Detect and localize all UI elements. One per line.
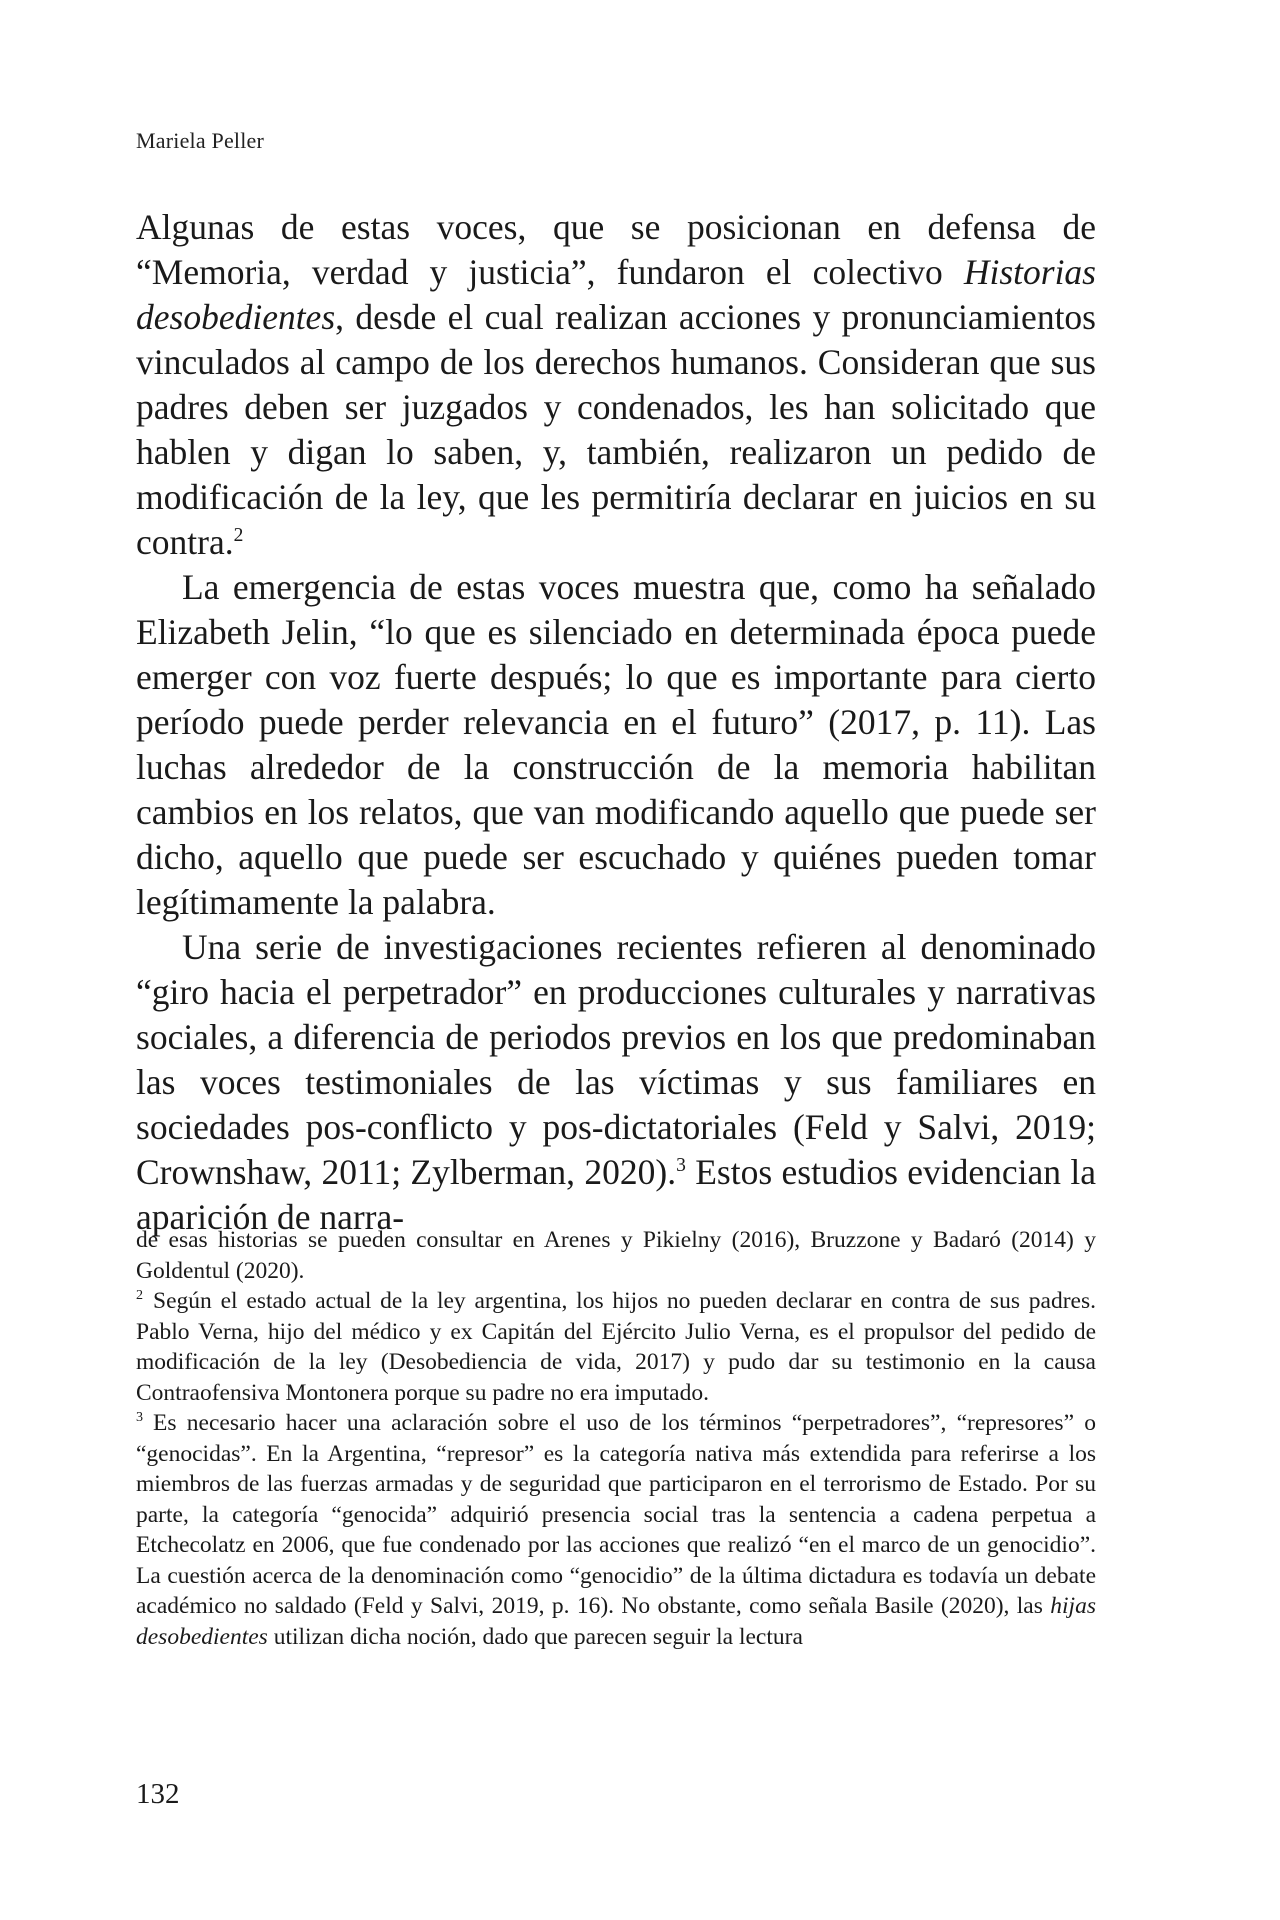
footnote-2-mark: 2 <box>136 1287 144 1304</box>
footnote-continuation: de esas historias se pueden consultar en Arenes y Pikielny (2016), Bruzzone y Badaró (2014) y Goldentul (2020). <box>136 1227 1096 1284</box>
running-head-author: Mariela Peller <box>136 128 265 153</box>
paragraph-3-text-b: Estos estudios evidencian la aparición de narra- <box>136 1152 1097 1237</box>
paragraph-1-text-a: Algunas de estas voces, que se posicionan en defensa de “Memoria, verdad y justicia”, fundaron el colectivo <box>136 207 1096 292</box>
footnotes <box>136 1225 1096 1652</box>
footnote-ref-3[interactable]: 3 <box>676 1155 686 1177</box>
footnote-2 <box>136 1286 1096 1408</box>
paragraph-3-text-a: Una serie de investigaciones recientes refieren al denominado “giro hacia el perpetrador” en producciones culturales y narrativas sociales, a diferencia de periodos previos en los que predominaban las voces testimoniales de las víctimas y sus familiares en sociedades pos-conflicto y pos-dictatoriales (Feld y Salvi, 2019; Crownshaw, 2011; Zylberman, 2020). <box>136 927 1096 1192</box>
footnote-3-italic: hijas desobedientes <box>136 1593 1096 1650</box>
footnote-2-text: Según el estado actual de la ley argentina, los hijos no pueden declarar en contra de sus padres. Pablo Verna, hijo del médico y ex Capitán del Ejército Julio Verna, es el propulsor del pedido de modificación de la ley (Desobediencia de vida, 2017) y pudo dar su testimonio en la causa Contraofensiva Montonera porque su padre no era imputado. <box>136 1288 1096 1406</box>
paragraph-1-italic: Historias desobedientes <box>136 252 1096 337</box>
main-text <box>136 205 1096 1240</box>
footnote-3-text-a: Es necesario hacer una aclaración sobre el uso de los términos “perpetradores”, “represores” o “genocidas”. En la Argentina, “represor” es la categoría nativa más extendida para referirse a los miembros de las fuerzas armadas y de seguridad que participaron en el terrorismo de Estado. Por su parte, la categoría “genocida” adquirió presencia social tras la sentencia a cadena perpetua a Etchecolatz en 2006, que fue condenado por las acciones que realizó “en el marco de un genocidio”. La cuestión acerca de la denominación como “genocidio” de la última dictadura es todavía un debate académico no saldado (Feld y Salvi, 2019, p. 16). No obstante, como señala Basile (2020), las <box>136 1410 1096 1619</box>
footnote-3 <box>136 1408 1096 1652</box>
paragraph-1 <box>136 205 1096 565</box>
page-number: 132 <box>136 1778 180 1810</box>
paragraph-1-text-b: , desde el cual realizan acciones y pronunciamientos vinculados al campo de los derechos humanos. Consideran que sus padres deben ser juzgados y condenados, les han solicitado que hablen y digan lo saben, y, también, realizaron un pedido de modificación de la ley, que les permitiría declarar en juicios en su contra. <box>136 297 1096 562</box>
paragraph-3 <box>136 925 1096 1240</box>
footnote-3-mark: 3 <box>136 1409 144 1426</box>
paragraph-2: La emergencia de estas voces muestra que, como ha señalado Elizabeth Jelin, “lo que es silenciado en determinada época puede emerger con voz fuerte después; lo que es importante para cierto período puede perder relevancia en el futuro” (2017, p. 11). Las luchas alrededor de la construcción de la memoria habilitan cambios en los relatos, que van modificando aquello que puede ser dicho, aquello que puede ser escuchado y quiénes pueden tomar legítimamente la palabra. <box>136 567 1096 922</box>
footnote-ref-2[interactable]: 2 <box>233 525 244 547</box>
footnote-3-text-b: utilizan dicha noción, dado que parecen seguir la lectura <box>267 1623 803 1650</box>
